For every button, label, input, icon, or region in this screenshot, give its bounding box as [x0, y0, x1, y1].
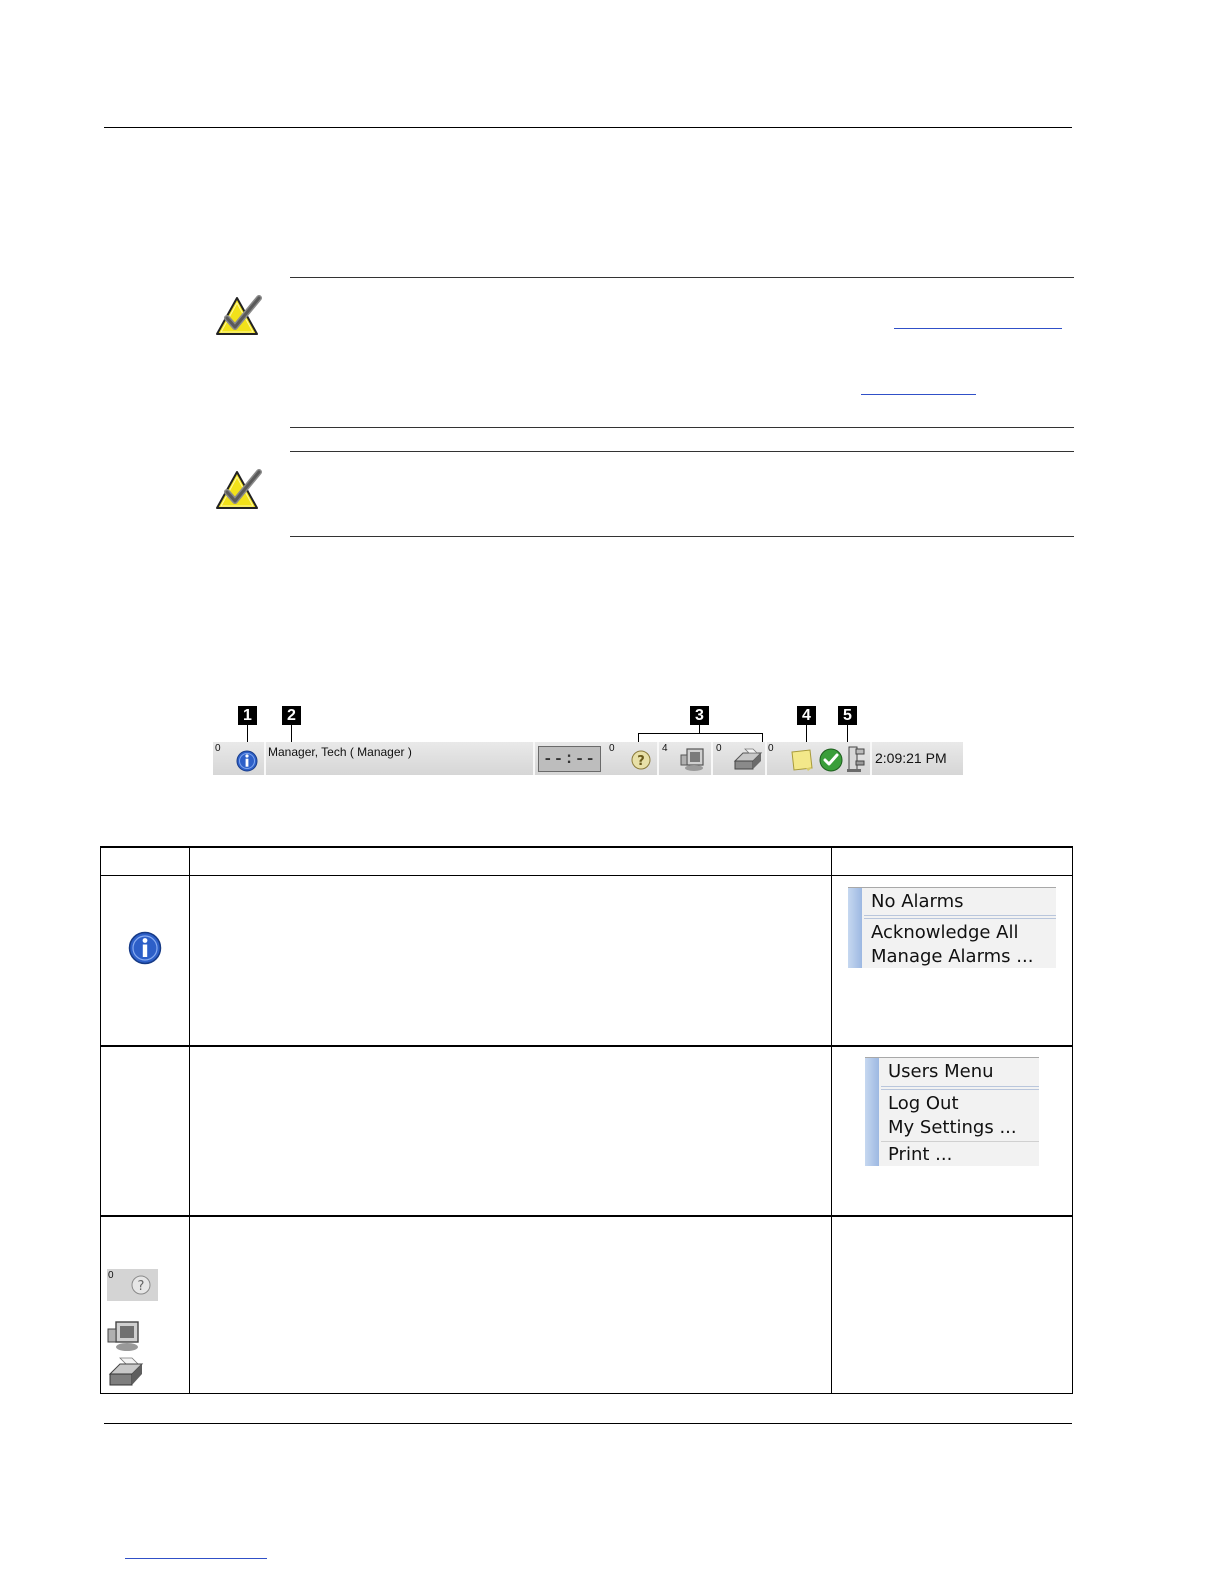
- menu-item-print[interactable]: Print ...: [888, 1144, 953, 1165]
- menu-separator: [881, 1089, 1039, 1090]
- table-left-border: [100, 846, 101, 1394]
- taskbar-divider: [533, 742, 535, 775]
- note-1-link-1[interactable]: [894, 328, 1062, 329]
- note-2-top-rule: [290, 451, 1074, 452]
- menu-item-acknowledge-all[interactable]: Acknowledge All: [871, 922, 1019, 943]
- clock: 2:09:21 PM: [875, 750, 947, 766]
- notes-button[interactable]: [785, 742, 817, 775]
- footer-link[interactable]: [125, 1558, 267, 1559]
- footer-rule: [104, 1423, 1072, 1424]
- note-1-top-rule: [290, 277, 1074, 278]
- note-2-bottom-rule: [290, 536, 1074, 537]
- callout-5-leader: [847, 725, 848, 742]
- tray-count: 0: [768, 743, 774, 754]
- user-button[interactable]: Manager, Tech ( Manager ): [268, 745, 412, 759]
- header-rule: [104, 127, 1072, 128]
- printer-icon: [106, 1356, 144, 1390]
- menu-item-users-menu: Users Menu: [888, 1061, 994, 1082]
- taskbar-divider: [765, 742, 767, 775]
- printer-icon: [731, 747, 763, 773]
- status-check-icon: [819, 748, 843, 772]
- alarm-menu: [848, 887, 1056, 968]
- svg-text:?: ?: [137, 1279, 145, 1294]
- callout-1-leader: [247, 725, 248, 742]
- menu-gutter: [848, 888, 862, 968]
- table-right-border: [1072, 846, 1073, 1394]
- notes-icon: [788, 748, 814, 772]
- query-count: 0: [609, 743, 615, 754]
- query-icon: [129, 1274, 153, 1298]
- table-row-rule: [100, 1215, 1073, 1217]
- query-queue-count: 0: [108, 1270, 114, 1281]
- print-count: 0: [716, 743, 722, 754]
- table-col-rule: [831, 846, 832, 1394]
- query-icon: [629, 749, 653, 773]
- table-bottom-border: [100, 1393, 1073, 1394]
- callout-2-leader: [291, 725, 292, 742]
- callout-4: 4: [797, 706, 816, 725]
- note-1-bottom-rule: [290, 427, 1074, 428]
- callout-1: 1: [238, 706, 257, 725]
- menu-item-manage-alarms[interactable]: Manage Alarms ...: [871, 946, 1034, 967]
- status-button[interactable]: [818, 742, 844, 775]
- alarm-count: 0: [215, 743, 221, 754]
- outputs-count: 4: [662, 743, 668, 754]
- callout-5: 5: [838, 706, 857, 725]
- menu-separator: [864, 918, 1056, 919]
- note-check-icon: [213, 294, 263, 338]
- info-icon: [236, 750, 258, 772]
- table-col-rule: [189, 846, 190, 1394]
- taskbar-divider: [657, 742, 659, 775]
- taskbar-divider: [264, 742, 266, 775]
- print-button[interactable]: [729, 742, 765, 775]
- menu-separator: [864, 915, 1056, 916]
- callout-3-bracket: [638, 733, 763, 742]
- menu-item-log-out[interactable]: Log Out: [888, 1093, 959, 1114]
- query-button[interactable]: [625, 742, 655, 775]
- alarm-button[interactable]: [229, 742, 263, 775]
- outputs-icon: [106, 1320, 144, 1352]
- device-button[interactable]: [844, 742, 870, 775]
- table-top-border: [100, 846, 1073, 848]
- device-icon: [846, 745, 866, 773]
- info-icon: [128, 931, 162, 965]
- menu-gutter: [865, 1058, 879, 1166]
- callout-3: 3: [690, 706, 709, 725]
- table-header-rule: [100, 875, 1073, 876]
- taskbar-divider: [870, 742, 872, 775]
- taskbar: [213, 742, 963, 775]
- users-menu: [865, 1057, 1039, 1166]
- table-row-rule: [100, 1045, 1073, 1047]
- query-queue-thumbnail: [107, 1269, 158, 1301]
- menu-item-my-settings[interactable]: My Settings ...: [888, 1117, 1017, 1138]
- callout-4-leader: [806, 725, 807, 742]
- callout-2: 2: [282, 706, 301, 725]
- outputs-icon: [679, 747, 709, 773]
- menu-separator: [881, 1086, 1039, 1087]
- note-check-icon: [213, 468, 263, 512]
- note-1-link-2[interactable]: [861, 394, 976, 395]
- taskbar-divider: [711, 742, 713, 775]
- outputs-button[interactable]: [677, 742, 711, 775]
- svg-text:?: ?: [637, 754, 645, 769]
- timer-display: --:--: [538, 746, 601, 772]
- menu-item-no-alarms[interactable]: No Alarms: [871, 891, 964, 912]
- menu-separator: [881, 1141, 1039, 1142]
